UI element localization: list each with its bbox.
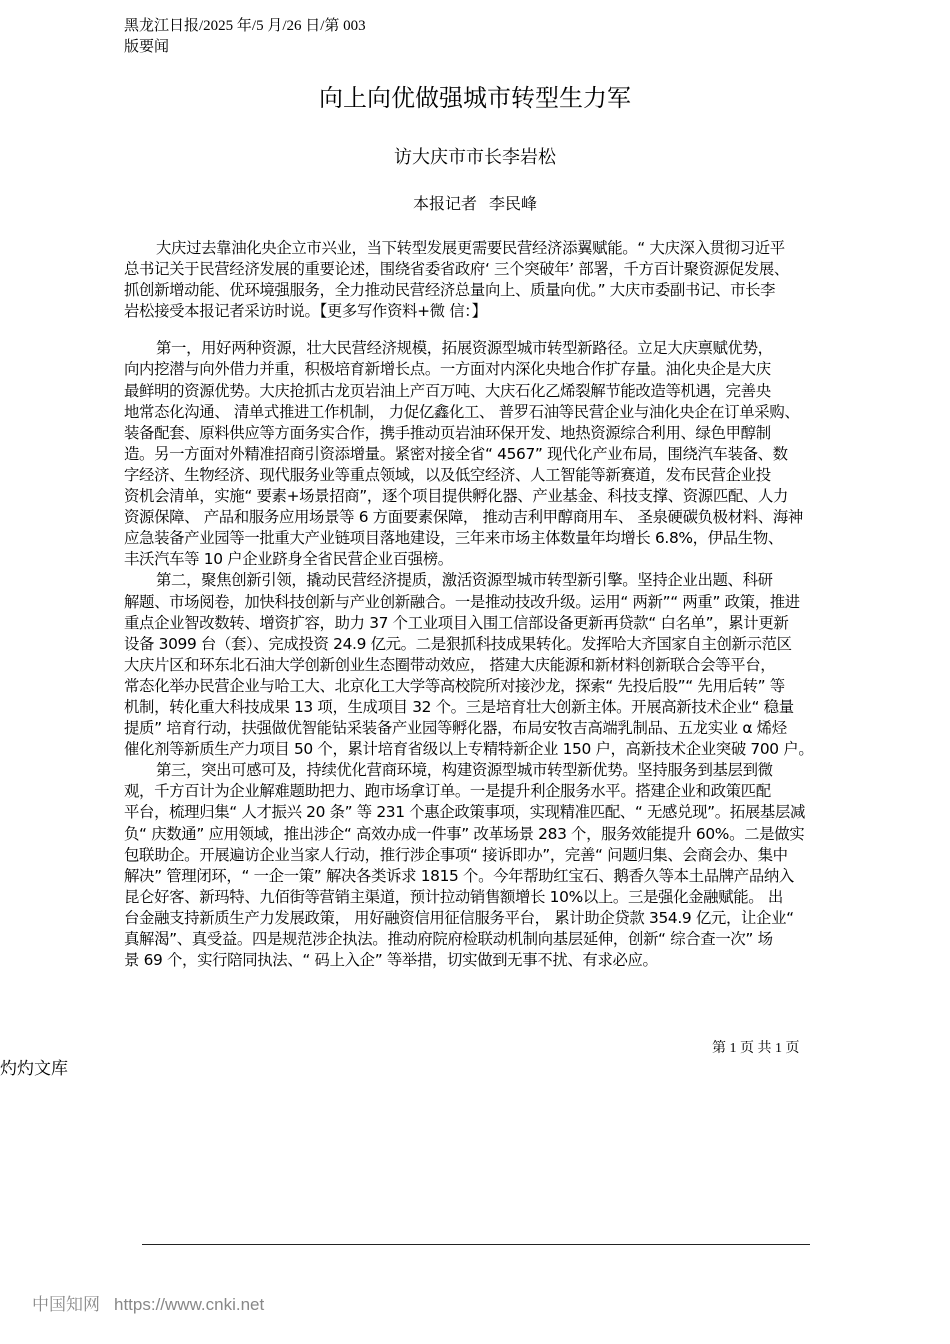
- paragraph-line: 大庆片区和环东北石油大学创新创业生态圈带动效应， 搭建大庆能源和新材料创新联合会等平台，: [124, 655, 776, 674]
- source-info: [124, 16, 366, 58]
- paragraph-line: 抓创新增动能、优环境强服务，全力推动民营经济总量向上、质量向优。” 大庆市委副书记、市长李: [124, 281, 776, 300]
- paragraph-line: 第三，突出可感可及，持续优化营商环境，构建资源型城市转型新优势。坚持服务到基层到微: [156, 761, 773, 780]
- watermark: 灼灼文库: [0, 1059, 68, 1079]
- paragraph: [124, 570, 844, 760]
- paragraph-line: 岩松接受本报记者采访时说。【更多写作资料+微 信：】: [124, 302, 487, 321]
- paragraph-line: 昆仑好客、新玛特、九佰街等营销主渠道，预计拉动销售额增长 10%以上。三是强化金融赋能。 出: [124, 887, 783, 906]
- paragraph-line: 景 69 个，实行陪同执法、“ 码上入企” 等举措，切实做到无事不扰、有求必应。: [124, 951, 658, 970]
- paragraph-line: 负“ 庆数通” 应用领域，推出涉企“ 高效办成一件事” 改革场景 283 个，服务效能提升 60%。二是做实: [124, 824, 805, 843]
- paragraph-line: 丰沃汽车等 10 户企业跻身全省民营企业百强榜。: [124, 550, 453, 569]
- paragraph-line: 台金融支持新质生产力发展政策， 用好融资信用征信服务平台， 累计助企贷款 354.9 亿元，让企业“: [124, 908, 794, 927]
- byline-name: 李民峰: [489, 194, 538, 213]
- footer-divider: [142, 1244, 810, 1245]
- paragraph-line: 向内挖潜与向外借力并重，积极培育新增长点。一方面对内深化央地合作扩存量。油化央企是大庆: [124, 360, 771, 379]
- paragraph-line: 资机会清单，实施“ 要素+场景招商”，逐个项目提供孵化器、产业基金、科技支撑、资源匹配、人力: [124, 487, 789, 506]
- paragraph-line: 第一，用好两种资源，壮大民营经济规模，拓展资源型城市转型新路径。立足大庆禀赋优势，: [156, 339, 773, 358]
- article-body: [124, 238, 844, 971]
- paragraph-line: 解题、市场阅卷，加快科技创新与产业创新融合。一是推动技改升级。运用“ 两新”“ 两重” 政策，推进: [124, 592, 800, 611]
- paragraph-line: 常态化举办民营企业与哈工大、北京化工大学等高校院所对接沙龙，探索“ 先投后股”“ 先用后转” 等: [124, 676, 785, 695]
- paragraph-line: 资源保障、 产品和服务应用场景等 6 方面要素保障， 推动吉利甲醇商用车、 圣泉硬碳负极材料、海神: [124, 508, 803, 527]
- footer-site-name: 中国知网: [32, 1295, 100, 1314]
- footer-site-url[interactable]: https://www.cnki.net: [114, 1295, 265, 1314]
- paragraph-line: 催化剂等新质生产力项目 50 个，累计培育省级以上专精特新企业 150 户，高新技术企业突破 700 户。: [124, 740, 814, 759]
- paragraph: [124, 238, 844, 322]
- paragraph-line: 设备 3099 台（套）、完成投资 24.9 亿元。二是狠抓科技成果转化。发挥哈大齐国家自主创新示范区: [124, 634, 792, 653]
- paragraph-line: 解决” 管理闭环，“ 一企一策” 解决各类诉求 1815 个。今年帮助红宝石、鹅香久等本土品牌产品纳入: [124, 866, 794, 885]
- paragraph-line: 装备配套、原料供应等方面务实合作，携手推动页岩油环保开发、地热资源综合利用、绿色甲醇制: [124, 423, 771, 442]
- paragraph-line: 应急装备产业园等一批重大产业链项目落地建设，三年来市场主体数量年均增长 6.8%，伊品生物、: [124, 529, 783, 548]
- paragraph-line: 提质” 培育行动，扶强做优智能钻采装备产业园等孵化器，布局安牧吉高端乳制品、五龙实业 α 烯烃: [124, 719, 787, 738]
- paragraph-line: 平台，梳理归集“ 人才振兴 20 条” 等 231 个惠企政策事项，实现精准匹配、“ 无感兑现”。拓展基层减: [124, 803, 806, 822]
- paragraph-line: 地常态化沟通、 清单式推进工作机制， 力促亿鑫化工、 普罗石油等民营企业与油化央企在订单采购、: [124, 402, 800, 421]
- byline-role: 本报记者: [412, 194, 477, 213]
- source-line: 版要闻: [124, 39, 170, 55]
- paragraph-gap: [124, 322, 844, 338]
- source-line: 黑龙江日报/2025 年/5 月/26 日/第 003: [124, 18, 366, 34]
- paragraph-line: 总书记关于民营经济发展的重要论述，围绕省委省政府‘ 三个突破年’ 部署，千方百计聚资源促发展、: [124, 260, 789, 279]
- paragraph-line: 真解渴”、真受益。四是规范涉企执法。推动府院府检联动机制向基层延伸，创新“ 综合查一次” 场: [124, 930, 773, 948]
- page-indicator: 第 1 页 共 1 页: [712, 1041, 800, 1056]
- paragraph-line: 大庆过去靠油化央企立市兴业，当下转型发展更需要民营经济添翼赋能。“ 大庆深入贯彻习近平: [156, 239, 785, 257]
- article-byline: [0, 192, 950, 216]
- paragraph-line: 第二，聚焦创新引领，撬动民营经济提质，激活资源型城市转型新引擎。坚持企业出题、科研: [156, 571, 773, 590]
- article-subtitle: 访大庆市市长李岩松: [394, 147, 556, 168]
- paragraph-line: 造。另一方面对外精准招商引资添增量。紧密对接全省“ 4567” 现代化产业布局，围绕汽车装备、数: [124, 444, 788, 463]
- paragraph-line: 观，千方百计为企业解难题助把力、跑市场拿订单。一是提升利企服务水平。搭建企业和政策匹配: [124, 782, 771, 801]
- paragraph: [124, 338, 844, 570]
- paragraph-line: 最鲜明的资源优势。大庆抢抓古龙页岩油上产百万吨、大庆石化乙烯裂解节能改造等机遇，完善央: [124, 381, 771, 400]
- article-title: 向上向优做强城市转型生力军: [319, 84, 631, 112]
- paragraph-line: 字经济、生物经济、现代服务业等重点领域，以及低空经济、人工智能等新赛道，发布民营企业投: [124, 465, 771, 484]
- paragraph-line: 重点企业智改数转、增资扩容，助力 37 个工业项目入围工信部设备更新再贷款“ 白名单”，累计更新: [124, 613, 789, 632]
- paragraph-line: 包联助企。开展遍访企业当家人行动，推行涉企事项“ 接诉即办”，完善“ 问题归集、会商会办、集中: [124, 845, 788, 864]
- paragraph-line: 机制，转化重大科技成果 13 项，生成项目 32 个。三是培育壮大创新主体。开展高新技术企业“ 稳量: [124, 697, 794, 716]
- footer: [32, 1294, 264, 1316]
- paragraph: [124, 760, 844, 971]
